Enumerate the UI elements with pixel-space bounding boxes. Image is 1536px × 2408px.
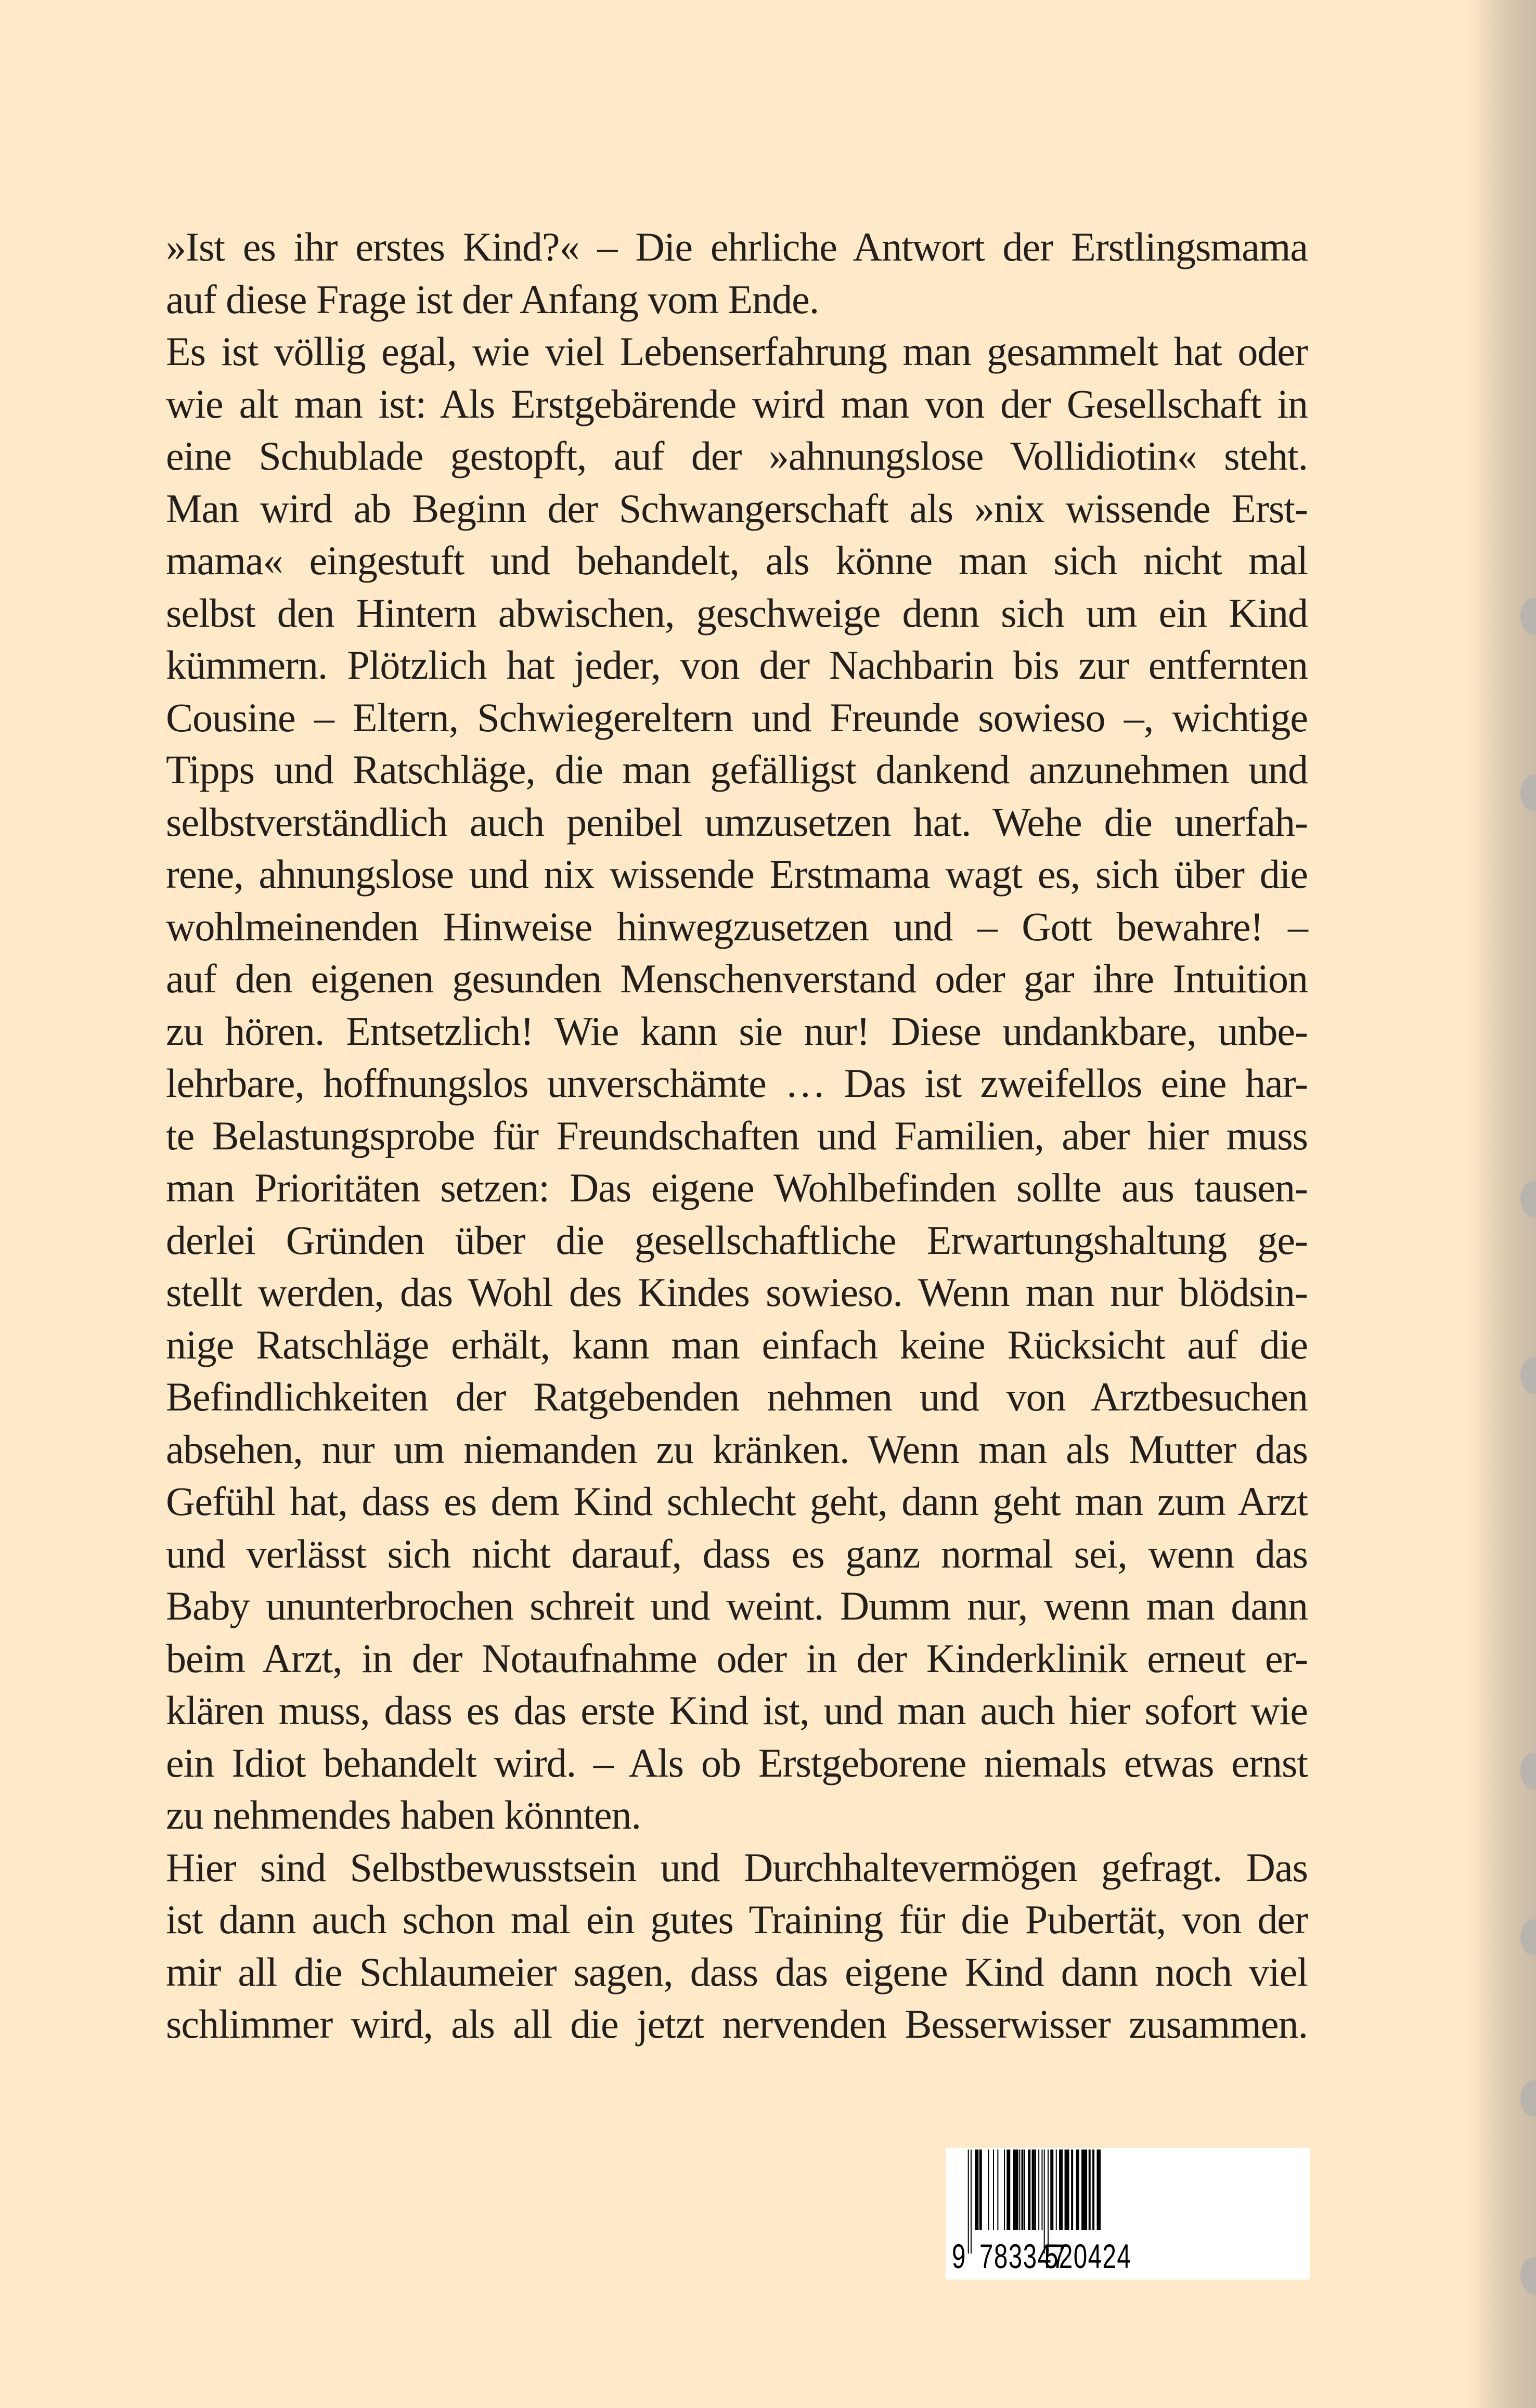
blurb-line: kümmern. Plötzlich hat jeder, von der Nachbarin bis zur entfernten	[166, 642, 1308, 688]
blurb-line: wohlmeinenden Hinweise hinwegzusetzen und – Gott bewahre! –	[166, 903, 1308, 949]
blurb-line: Tipps und Ratschläge, die man gefälligst dankend anzunehmen und	[166, 747, 1308, 792]
barcode-digit-first: 9	[952, 2237, 966, 2275]
barcode-bar	[1041, 2150, 1042, 2230]
blurb-line: te Belastungsprobe für Freundschaften und Familien, aber hier muss	[166, 1112, 1308, 1158]
blurb-line: stellt werden, das Wohl des Kindes sowieso. Wenn man nur blödsin-	[166, 1270, 1308, 1315]
barcode-bar	[997, 2150, 998, 2230]
blurb-line: absehen, nur um niemanden zu kränken. Wenn man als Mutter das	[166, 1426, 1308, 1472]
blurb-line: mir all die Schlaumeier sagen, dass das eigene Kind dann noch viel	[166, 1949, 1308, 1995]
barcode-bar	[988, 2150, 989, 2230]
blurb-line: ein Idiot behandelt wird. – Als ob Erstgeborene niemals etwas ernst	[166, 1740, 1308, 1785]
barcode-bar	[1050, 2150, 1053, 2230]
blurb-line: Baby ununterbrochen schreit und weint. Dumm nur, wenn man dann	[166, 1583, 1308, 1628]
barcode-bar	[1059, 2150, 1063, 2230]
barcode-bar	[1035, 2150, 1036, 2230]
barcode-bar	[1019, 2150, 1020, 2230]
blurb-line: »Ist es ihr erstes Kind?« – Die ehrliche Antwort der Erstlingsmama	[166, 224, 1308, 269]
barcode-bar	[1004, 2150, 1005, 2230]
blurb-line: mama« eingestuft und behandelt, als könne man sich nicht mal	[166, 538, 1308, 583]
blurb-line: Cousine – Eltern, Schwiegereltern und Freunde sowieso –, wichtige	[166, 694, 1308, 740]
blurb-line: eine Schublade gestopft, auf der »ahnungslose Vollidiotin« steht.	[166, 433, 1308, 478]
barcode-bar	[1032, 2150, 1035, 2230]
blurb-line: Gefühl hat, dass es dem Kind schlecht geht, dann geht man zum Arzt	[166, 1479, 1308, 1524]
blurb-line: lehrbare, hoffnungslos unverschämte … Das ist zweifellos eine har-	[166, 1060, 1308, 1106]
barcode-bar	[1089, 2150, 1091, 2230]
blurb-line: auf den eigenen gesunden Menschenverstand oder gar ihre Intuition	[166, 956, 1308, 1001]
barcode-bar	[1071, 2150, 1073, 2230]
blurb-line: zu nehmendes haben könnten.	[166, 1792, 641, 1837]
blurb-line: nige Ratschläge erhält, kann man einfach keine Rücksicht auf die	[166, 1322, 1308, 1367]
blurb-line: derlei Gründen über die gesellschaftliche Erwartungshaltung ge-	[166, 1217, 1308, 1263]
barcode-bar	[979, 2150, 982, 2230]
blurb-line: selbst den Hintern abwischen, geschweige denn sich um ein Kind	[166, 590, 1308, 636]
blurb-line: selbstverständlich auch penibel umzusetzen hat. Wehe die unerfah-	[166, 799, 1308, 845]
barcode-bar	[1022, 2150, 1024, 2230]
blurb-line: Befindlichkeiten der Ratgebenden nehmen und von Arztbesuchen	[166, 1374, 1308, 1419]
back-cover-blurb	[166, 221, 1308, 2051]
barcode-bar	[1056, 2150, 1057, 2230]
barcode-bar	[1092, 2150, 1094, 2230]
barcode-bar	[1028, 2150, 1030, 2230]
barcode-bar	[968, 2150, 969, 2254]
blurb-line: zu hören. Entsetzlich! Wie kann sie nur! Diese undankbare, unbe-	[166, 1008, 1308, 1054]
blurb-line: man Prioritäten setzen: Das eigene Wohlbefinden sollte aus tausen-	[166, 1165, 1308, 1210]
barcode-bar	[971, 2150, 972, 2254]
barcode-bar	[1013, 2150, 1018, 2230]
blurb-line: und verlässt sich nicht darauf, dass es ganz normal sei, wenn das	[166, 1531, 1308, 1576]
isbn-barcode	[946, 2148, 1310, 2280]
barcode-digits-left: 783347	[979, 2237, 1067, 2275]
blurb-line: klären muss, dass es das erste Kind ist, und man auch hier sofort wie	[166, 1688, 1308, 1733]
barcode-bar	[993, 2150, 994, 2230]
blurb-line: Es ist völlig egal, wie viel Lebenserfahrung man gesammelt hat oder	[166, 329, 1308, 374]
barcode-bar	[1081, 2150, 1087, 2230]
blurb-line: wie alt man ist: Als Erstgebärende wird man von der Gesellschaft in	[166, 381, 1308, 426]
blurb-line: Hier sind Selbstbewusstsein und Durchhaltevermögen gefragt. Das	[166, 1844, 1308, 1890]
blurb-line: ist dann auch schon mal ein gutes Training für die Pubertät, von der	[166, 1897, 1308, 1942]
barcode-bar	[1024, 2150, 1025, 2230]
blurb-line: rene, ahnungslose und nix wissende Erstmama wagt es, sich über die	[166, 851, 1308, 897]
blurb-line: beim Arzt, in der Notaufnahme oder in der Kinderklinik erneut er-	[166, 1635, 1308, 1681]
barcode-bar	[1038, 2150, 1039, 2230]
barcode-bar	[1097, 2150, 1101, 2230]
barcode-bar	[975, 2150, 978, 2230]
blurb-line: Man wird ab Beginn der Schwangerschaft als »nix wissende Erst-	[166, 485, 1308, 531]
barcode-bar	[1078, 2150, 1079, 2230]
barcode-bar	[1006, 2150, 1010, 2230]
barcode-bar	[1065, 2150, 1069, 2230]
blurb-line: auf diese Frage ist der Anfang vom Ende.	[166, 276, 819, 322]
blurb-line: schlimmer wird, als all die jetzt nervenden Besserwisser zusammen.	[166, 2001, 1308, 2047]
barcode-digits-right: 520424	[1044, 2237, 1132, 2275]
barcode-bar	[1076, 2150, 1078, 2230]
